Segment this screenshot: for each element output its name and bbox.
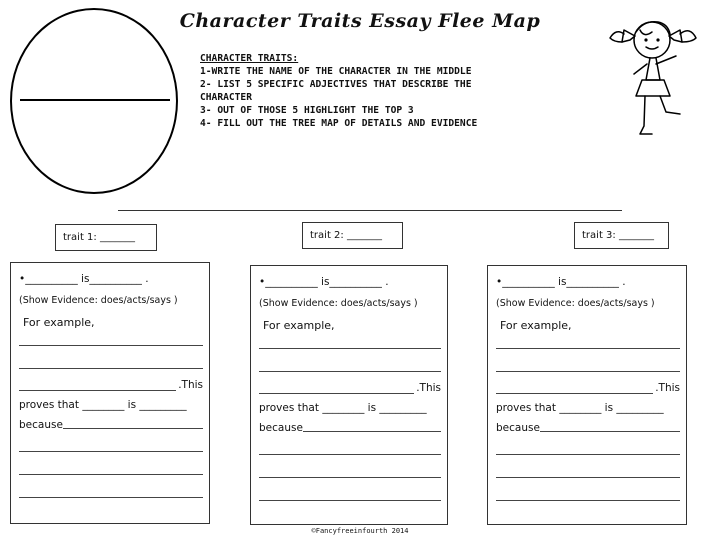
example-label: For example, — [500, 319, 572, 332]
trait-sentence: •__________ is__________ . — [19, 273, 149, 285]
answer-line — [303, 431, 441, 432]
answer-line — [496, 454, 680, 455]
answer-line — [19, 451, 203, 452]
answer-line — [496, 371, 680, 372]
answer-line — [259, 500, 441, 501]
copyright-footer: ©Fancyfreeinfourth 2014 — [311, 527, 409, 535]
trait-2-box: trait 2: _______ — [302, 222, 403, 249]
answer-line — [63, 428, 203, 429]
trait-sentence: •__________ is__________ . — [496, 276, 626, 288]
answer-line — [259, 393, 414, 394]
character-name-line — [20, 99, 170, 101]
instruction-step: 3- OUT OF THOSE 5 HIGHLIGHT THE TOP 3 — [200, 105, 414, 116]
evidence-card-2 — [250, 265, 448, 525]
page-title: Character Traits Essay Flee Map — [179, 10, 541, 32]
answer-line — [259, 371, 441, 372]
proves-text: proves that ________ is _________ — [496, 402, 664, 414]
evidence-hint: (Show Evidence: does/acts/says ) — [259, 298, 418, 309]
answer-line — [19, 345, 203, 346]
proves-text: proves that ________ is _________ — [19, 399, 187, 411]
because-text: because — [259, 422, 303, 434]
answer-line — [19, 497, 203, 498]
answer-line — [496, 477, 680, 478]
proves-text: proves that ________ is _________ — [259, 402, 427, 414]
this-text: .This — [416, 382, 441, 394]
divider-line — [118, 210, 622, 211]
answer-line — [496, 500, 680, 501]
trait-1-box: trait 1: _______ — [55, 224, 157, 251]
answer-line — [496, 348, 680, 349]
trait-sentence: •__________ is__________ . — [259, 276, 389, 288]
character-circle — [10, 8, 178, 194]
instructions — [200, 52, 477, 130]
because-text: because — [19, 419, 63, 431]
instruction-step: 4- FILL OUT THE TREE MAP OF DETAILS AND EVIDENCE — [200, 118, 478, 129]
evidence-hint: (Show Evidence: does/acts/says ) — [19, 295, 178, 306]
because-text: because — [496, 422, 540, 434]
instruction-step: 2- LIST 5 SPECIFIC ADJECTIVES THAT DESCRIBE THE — [200, 79, 472, 90]
answer-line — [259, 477, 441, 478]
answer-line — [19, 390, 176, 391]
answer-line — [259, 348, 441, 349]
evidence-card-1 — [10, 262, 210, 524]
answer-line — [259, 454, 441, 455]
girl-illustration — [600, 16, 710, 148]
example-label: For example, — [263, 319, 335, 332]
evidence-card-3 — [487, 265, 687, 525]
evidence-hint: (Show Evidence: does/acts/says ) — [496, 298, 655, 309]
instruction-step: 1-WRITE THE NAME OF THE CHARACTER IN THE MIDDLE — [200, 66, 472, 77]
trait-3-box: trait 3: _______ — [574, 222, 669, 249]
example-label: For example, — [23, 316, 95, 329]
answer-line — [540, 431, 680, 432]
this-text: .This — [655, 382, 680, 394]
instructions-heading: CHARACTER TRAITS: — [200, 53, 299, 64]
answer-line — [19, 474, 203, 475]
this-text: .This — [178, 379, 203, 391]
answer-line — [496, 393, 653, 394]
instruction-step: CHARACTER — [200, 92, 252, 103]
answer-line — [19, 368, 203, 369]
